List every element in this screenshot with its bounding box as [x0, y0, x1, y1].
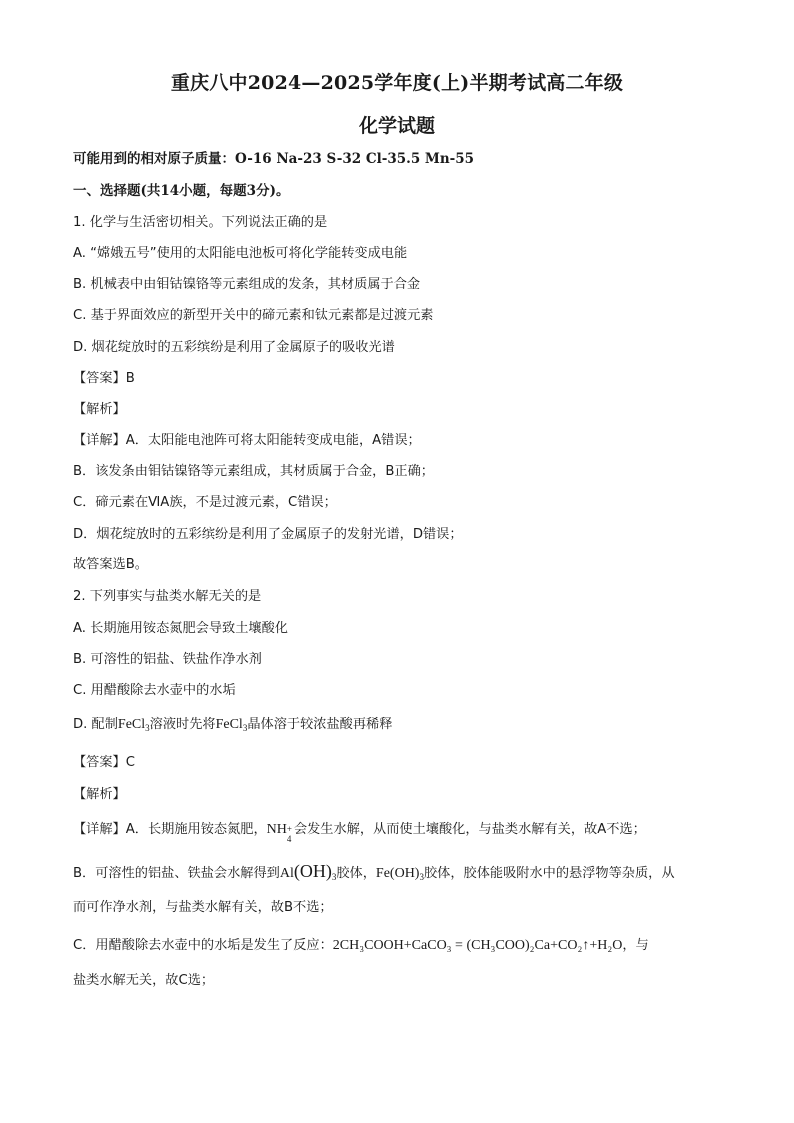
- q2-detail-b: [73, 861, 675, 886]
- q2-detail-c-cont: 盐类水解无关，故C选；: [73, 973, 215, 988]
- detail-text: 胶体，: [336, 866, 376, 881]
- answer-value: B: [125, 371, 135, 386]
- detail-text: 会发生水解，从而使土壤酸化，与盐类水解有关，故A不选；: [293, 822, 646, 837]
- reaction-equation: 2CH₃COOH+CaCO₃ = (CH₃COO)₂Ca+CO₂↑+H₂O: [332, 938, 623, 953]
- q2-option-b: B. 可溶性的铝盐、铁盐作净水剂: [73, 652, 262, 667]
- q2-detail-b-cont: 而可作净水剂，与盐类水解有关，故B不选；: [73, 900, 333, 915]
- q1-answer: [73, 370, 135, 388]
- detail-text: C．用醋酸除去水壶中的水垢是发生了反应：: [73, 938, 333, 953]
- q2-answer: [73, 754, 135, 772]
- q1-detail-1: [73, 432, 421, 450]
- answer-tag: 【答案】: [73, 755, 126, 770]
- section-heading: 一、选择题(共14小题，每题3分)。: [73, 183, 290, 199]
- q2-option-a: A. 长期施用铵态氮肥会导致土壤酸化: [73, 621, 288, 636]
- detail-text: 胶体，胶体能吸附水中的悬浮物等杂质，从: [423, 866, 675, 881]
- q2-stem: 2. 下列事实与盐类水解无关的是: [73, 589, 262, 604]
- answer-tag: 【答案】: [73, 371, 126, 386]
- option-text: 溶液时先将: [149, 717, 216, 732]
- option-text: D. 配制: [73, 717, 118, 732]
- detail-tag: 【详解】: [73, 822, 126, 837]
- q2-option-c: C. 用醋酸除去水壶中的水垢: [73, 683, 236, 698]
- q1-option-d: D. 烟花绽放时的五彩缤纷是利用了金属原子的吸收光谱: [73, 340, 395, 355]
- aluminum-hydroxide-formula: $Al(OH)_3$: [279, 861, 337, 882]
- q1-conclusion: 故答案选B。: [73, 557, 148, 572]
- q1-analysis-tag: 【解析】: [73, 402, 126, 417]
- atomic-masses-line: 可能用到的相对原子质量：O-16 Na-23 S-32 Cl-35.5 Mn-55: [73, 151, 475, 167]
- option-text: 晶体溶于较浓盐酸再稀释: [247, 717, 393, 732]
- q1-detail-3: C．碲元素在ⅥA族，不是过渡元素，C错误；: [73, 495, 337, 510]
- detail-text: A．太阳能电池阵可将太阳能转变成电能，A错误；: [125, 433, 421, 448]
- fecl3-formula: FeCl$_3$: [117, 717, 150, 733]
- detail-text: ，与: [622, 938, 649, 953]
- ammonium-ion: NH + 4: [266, 822, 292, 844]
- fecl3-formula: FeCl$_3$: [215, 717, 248, 733]
- q2-analysis-tag: 【解析】: [73, 787, 126, 802]
- q1-detail-4: D．烟花绽放时的五彩缤纷是利用了金属原子的发射光谱，D错误；: [73, 527, 463, 542]
- detail-text: A．长期施用铵态氮肥，: [125, 822, 267, 837]
- exam-title: 重庆八中2024—2025学年度(上)半期考试高二年级: [170, 72, 624, 94]
- q1-option-c: C. 基于界面效应的新型开关中的碲元素和钛元素都是过渡元素: [73, 308, 434, 323]
- q1-option-a: A. “嫦娥五号”使用的太阳能电池板可将化学能转变成电能: [73, 246, 408, 261]
- q1-stem: 1. 化学与生活密切相关。下列说法正确的是: [73, 215, 328, 230]
- iron-hydroxide-formula: $Fe(OH)_3$: [375, 866, 424, 882]
- exam-subtitle: 化学试题: [358, 115, 435, 137]
- q2-option-d: [73, 716, 392, 737]
- detail-tag: 【详解】: [73, 433, 126, 448]
- q1-detail-2: B．该发条由钼钴镍铬等元素组成，其材质属于合金，B正确；: [73, 464, 434, 479]
- detail-text: B．可溶性的铝盐、铁盐会水解得到: [73, 866, 280, 881]
- q2-detail-a: [73, 821, 646, 844]
- q2-detail-c: [73, 937, 649, 955]
- q1-option-b: B. 机械表中由钼钴镍铬等元素组成的发条，其材质属于合金: [73, 277, 421, 292]
- answer-value: C: [125, 755, 135, 770]
